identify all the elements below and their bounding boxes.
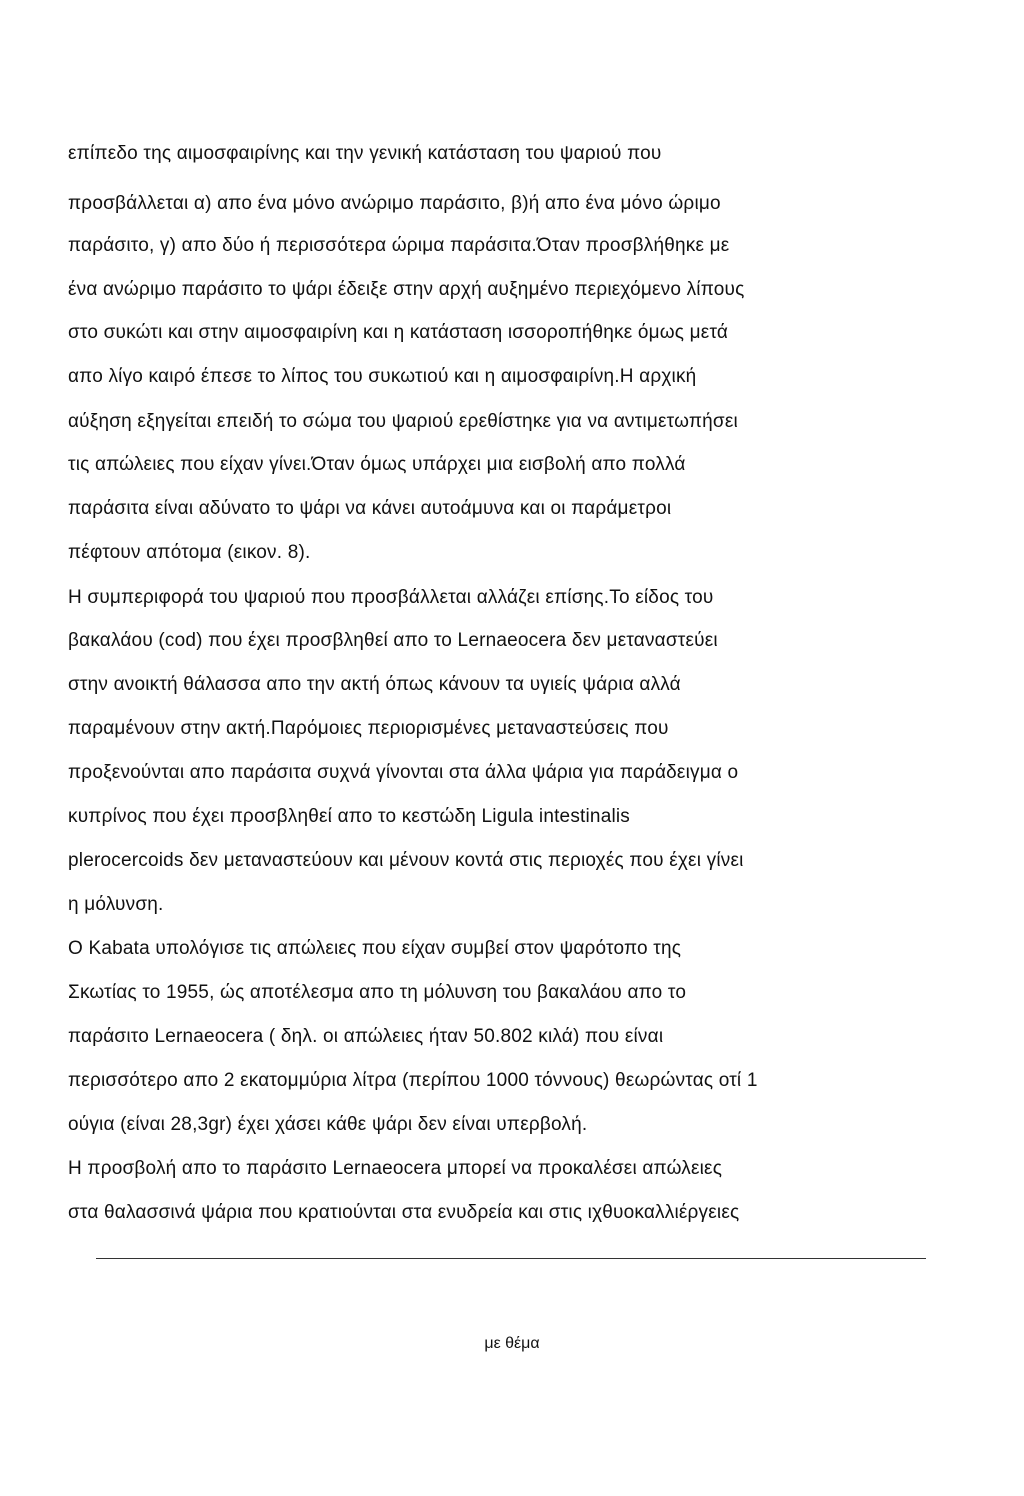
text-line: περισσότερο απο 2 εκατομμύρια λίτρα (περίπου 1000 τόννους) θεωρώντας οτί 1: [68, 1070, 758, 1091]
text-line: στο συκώτι και στην αιμοσφαιρίνη και η κατάσταση ισσοροπήθηκε όμως μετά: [68, 322, 729, 343]
text-line: πέφτουν απότομα (εικον. 8).: [68, 542, 311, 563]
text-line: ούγια (είναι 28,3gr) έχει χάσει κάθε ψάρι δεν είναι υπερβολή.: [68, 1114, 588, 1135]
text-line: παράσιτο, γ) απο δύο ή περισσότερα ώριμα παράσιτα.Όταν προσβλήθηκε με: [68, 235, 730, 256]
text-line: απο λίγο καιρό έπεσε το λίπος του συκωτιού και η αιμοσφαιρίνη.Η αρχική: [68, 366, 697, 387]
text-line: Η συμπεριφορά του ψαριού που προσβάλλεται αλλάζει επίσης.Το είδος του: [68, 587, 714, 608]
footer-text: με θέμα: [484, 1335, 540, 1352]
text-line: στα θαλασσινά ψάρια που κρατιούνται στα ενυδρεία και στις ιχθυοκαλλιέργειες: [68, 1202, 740, 1223]
text-line: στην ανοικτή θάλασσα απο την ακτή όπως κάνουν τα υγιείς ψάρια αλλά: [68, 674, 681, 695]
text-line: plerocercoids δεν μεταναστεύουν και μένουν κοντά στις περιοχές που έχει γίνει: [68, 850, 744, 871]
text-line: παράσιτα είναι αδύνατο το ψάρι να κάνει αυτοάμυνα και οι παράμετροι: [68, 498, 672, 519]
text-line: προξενούνται απο παράσιτα συχνά γίνονται στα άλλα ψάρια για παράδειγμα ο: [68, 762, 739, 783]
footnote-divider: [96, 1258, 926, 1259]
text-line: επίπεδο της αιμοσφαιρίνης και την γενική κατάσταση του ψαριού που: [68, 143, 662, 164]
text-line: Η προσβολή απο το παράσιτο Lernaeocera μπορεί να προκαλέσει απώλειες: [68, 1158, 723, 1179]
text-line: κυπρίνος που έχει προσβληθεί απο το κεστώδη Ligula intestinalis: [68, 806, 631, 827]
text-line: αύξηση εξηγείται επειδή το σώμα του ψαριού ερεθίστηκε για να αντιμετωπήσει: [68, 411, 738, 432]
text-line: τις απώλειες που είχαν γίνει.Όταν όμως υπάρχει μια εισβολή απο πολλά: [68, 454, 686, 475]
text-line: Σκωτίας το 1955, ώς αποτέλεσμα απο τη μόλυνση του βακαλάου απο το: [68, 982, 687, 1003]
text-line: παράσιτο Lernaeocera ( δηλ. οι απώλειες ήταν 50.802 κιλά) που είναι: [68, 1026, 664, 1047]
text-line: παραμένουν στην ακτή.Παρόμοιες περιορισμένες μεταναστεύσεις που: [68, 718, 669, 739]
text-line: η μόλυνση.: [68, 894, 164, 915]
text-line: ένα ανώριμο παράσιτο το ψάρι έδειξε στην αρχή αυξημένο περιεχόμενο λίπους: [68, 279, 745, 300]
text-line: Ο Kabata υπολόγισε τις απώλειες που είχαν συμβεί στον ψαρότοπο της: [68, 938, 682, 959]
text-line: βακαλάου (cod) που έχει προσβληθεί απο το Lernaeocera δεν μεταναστεύει: [68, 630, 718, 651]
text-line: προσβάλλεται α) απο ένα μόνο ανώριμο παράσιτο, β)ή απο ένα μόνο ώριμο: [68, 193, 721, 214]
